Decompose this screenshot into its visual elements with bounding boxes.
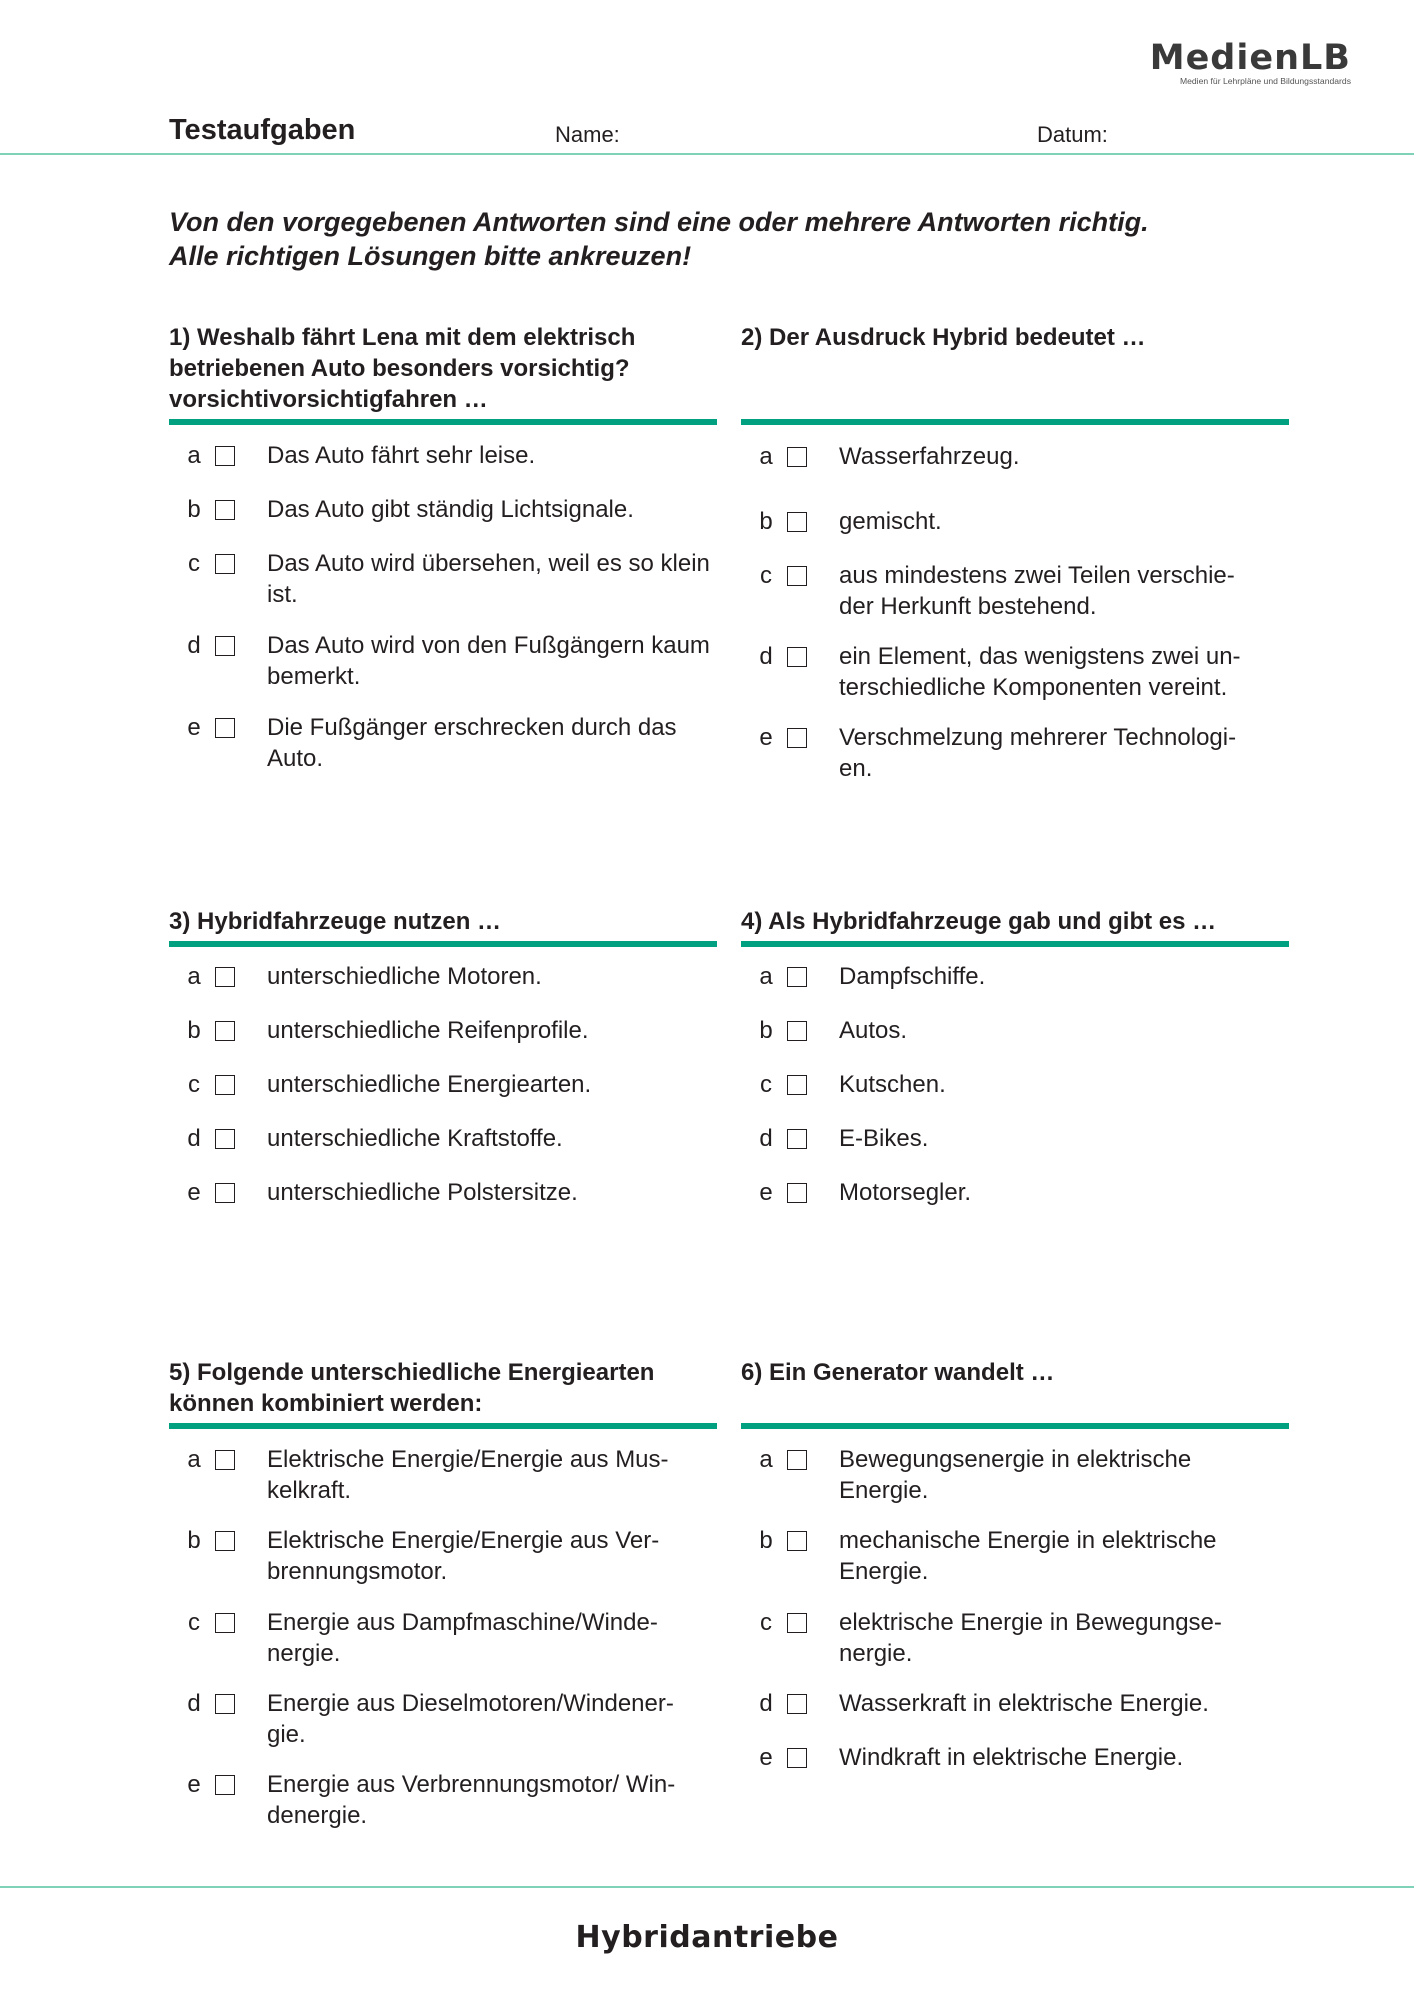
footer-title: Hybridantriebe (575, 1920, 839, 1955)
option-text: Dampfschiffe. (839, 963, 986, 990)
question-2 (741, 322, 1289, 792)
option-text: Energie aus Dieselmotoren/Windener- gie. (267, 1690, 674, 1748)
answer-option-b[interactable] (741, 1525, 1289, 1595)
option-text: mechanische Energie in elektrische Energie. (839, 1527, 1217, 1585)
checkbox[interactable] (215, 1694, 235, 1714)
checkbox[interactable] (787, 1748, 807, 1768)
option-text: Das Auto wird von den Fußgängern kaum bemerkt. (267, 632, 710, 690)
option-letter: a (759, 443, 773, 470)
checkbox[interactable] (787, 1613, 807, 1633)
option-letter: e (187, 1179, 201, 1206)
answer-option-b[interactable] (169, 1525, 717, 1595)
answer-option-d[interactable] (741, 641, 1289, 711)
option-text: Das Auto gibt ständig Lichtsignale. (267, 496, 634, 523)
option-text: unterschiedliche Reifenprofile. (267, 1017, 589, 1044)
option-letter: c (188, 550, 200, 577)
medienlb-logo (1146, 40, 1351, 86)
option-letter: b (187, 1017, 201, 1044)
header-divider (0, 153, 1414, 155)
option-letter: b (187, 1527, 201, 1554)
checkbox[interactable] (787, 566, 807, 586)
answer-option-a[interactable] (741, 1444, 1289, 1514)
question-title: 5) Folgende unterschiedliche Energiearten können kombiniert werden: (169, 1359, 655, 1417)
option-text: Motorsegler. (839, 1179, 972, 1206)
checkbox[interactable] (215, 636, 235, 656)
checkbox[interactable] (215, 1075, 235, 1095)
checkbox[interactable] (787, 1021, 807, 1041)
option-text: gemischt. (839, 508, 942, 535)
checkbox[interactable] (787, 1183, 807, 1203)
option-text: Windkraft in elektrische Energie. (839, 1744, 1184, 1771)
instruction-text (169, 205, 1289, 273)
answer-option-c[interactable] (169, 548, 717, 618)
question-rule (741, 419, 1289, 425)
option-letter: a (187, 1446, 201, 1473)
option-letter: e (187, 1771, 201, 1798)
option-text: Die Fußgänger erschrecken durch das Auto. (267, 714, 677, 772)
option-text: Elektrische Energie/Energie aus Mus- kelkraft. (267, 1446, 669, 1504)
option-letter: e (187, 714, 201, 741)
checkbox[interactable] (215, 500, 235, 520)
option-letter: d (759, 643, 773, 670)
option-letter: a (187, 442, 201, 469)
question-title: 6) Ein Generator wandelt … (741, 1359, 1055, 1386)
option-letter: a (187, 963, 201, 990)
question-rule (741, 941, 1289, 947)
option-text: Wasserkraft in elektrische Energie. (839, 1690, 1209, 1717)
question-rule (741, 1423, 1289, 1429)
option-text: Autos. (839, 1017, 908, 1044)
checkbox[interactable] (787, 728, 807, 748)
option-letter: b (759, 508, 773, 535)
question-4 (741, 906, 1289, 1226)
option-letter: c (760, 562, 772, 589)
checkbox[interactable] (787, 647, 807, 667)
option-letter: c (760, 1609, 772, 1636)
answer-option-e[interactable] (169, 1769, 717, 1839)
instruction-line: Von den vorgegebenen Antworten sind eine oder mehrere Antworten richtig. Alle richtigen Lösungen bitte ankreuzen! (169, 207, 1149, 271)
option-text: Wasserfahrzeug. (839, 443, 1020, 470)
question-title: 1) Weshalb fährt Lena mit dem elektrisch betriebenen Auto besonders vorsichtig? vorsichtivorsichtigfahren … (169, 324, 636, 413)
checkbox[interactable] (787, 1694, 807, 1714)
option-text: aus mindestens zwei Teilen verschie- der Herkunft bestehend. (839, 562, 1235, 620)
option-letter: c (760, 1071, 772, 1098)
option-letter: c (188, 1071, 200, 1098)
checkbox[interactable] (215, 1129, 235, 1149)
answer-option-e[interactable] (741, 722, 1289, 792)
option-text: Das Auto wird übersehen, weil es so klein ist. (267, 550, 710, 608)
answer-option-d[interactable] (169, 630, 717, 700)
answer-option-e[interactable] (741, 1177, 1289, 1247)
checkbox[interactable] (215, 554, 235, 574)
checkbox[interactable] (787, 1450, 807, 1470)
option-letter: b (759, 1527, 773, 1554)
option-letter: e (759, 724, 773, 751)
logo-name: MedienLB (1149, 38, 1351, 78)
answer-option-c[interactable] (741, 1607, 1289, 1677)
option-text: Elektrische Energie/Energie aus Ver- brennungsmotor. (267, 1527, 660, 1585)
question-3 (169, 906, 717, 1226)
answer-option-c[interactable] (741, 560, 1289, 630)
option-letter: c (188, 1609, 200, 1636)
checkbox[interactable] (215, 967, 235, 987)
checkbox[interactable] (215, 1775, 235, 1795)
option-letter: a (759, 963, 773, 990)
checkbox[interactable] (787, 1129, 807, 1149)
option-letter: b (759, 1017, 773, 1044)
checkbox[interactable] (215, 446, 235, 466)
question-rule (169, 1423, 717, 1429)
option-letter: d (759, 1690, 773, 1717)
checkbox[interactable] (215, 1183, 235, 1203)
checkbox[interactable] (787, 447, 807, 467)
answer-option-a[interactable] (169, 1444, 717, 1514)
option-text: E-Bikes. (839, 1125, 929, 1152)
checkbox[interactable] (215, 718, 235, 738)
logo-tagline: Medien für Lehrpläne und Bildungsstandards (1179, 76, 1351, 86)
checkbox[interactable] (215, 1021, 235, 1041)
date-label: Datum: (1037, 122, 1108, 147)
option-letter: d (187, 632, 201, 659)
answer-option-e[interactable] (741, 1742, 1289, 1812)
option-letter: d (187, 1125, 201, 1152)
option-text: unterschiedliche Polstersitze. (267, 1179, 578, 1206)
option-letter: a (759, 1446, 773, 1473)
answer-option-e[interactable] (169, 712, 717, 782)
checkbox[interactable] (215, 1531, 235, 1551)
answer-option-c[interactable] (169, 1607, 717, 1677)
option-text: unterschiedliche Motoren. (267, 963, 542, 990)
answer-option-d[interactable] (169, 1688, 717, 1758)
question-6 (741, 1357, 1289, 1777)
checkbox[interactable] (215, 1450, 235, 1470)
document-title: Testaufgaben (169, 114, 356, 146)
option-letter: b (187, 496, 201, 523)
option-text: Das Auto fährt sehr leise. (267, 442, 536, 469)
option-letter: d (187, 1690, 201, 1717)
option-letter: e (759, 1744, 773, 1771)
checkbox[interactable] (787, 512, 807, 532)
name-label: Name: (555, 122, 620, 147)
option-letter: e (759, 1179, 773, 1206)
question-5 (169, 1357, 717, 1837)
option-text: unterschiedliche Energiearten. (267, 1071, 592, 1098)
checkbox[interactable] (787, 1075, 807, 1095)
option-text: ein Element, das wenigstens zwei un- terschiedliche Komponenten vereint. (839, 643, 1241, 701)
question-1 (169, 322, 717, 782)
footer-divider (0, 1886, 1414, 1888)
option-text: Kutschen. (839, 1071, 946, 1098)
question-rule (169, 941, 717, 947)
checkbox[interactable] (787, 1531, 807, 1551)
answer-option-a[interactable] (741, 441, 1289, 511)
option-text: Verschmelzung mehrerer Technologi- en. (839, 724, 1237, 782)
checkbox[interactable] (787, 967, 807, 987)
question-title: 3) Hybridfahrzeuge nutzen … (169, 908, 502, 935)
option-text: elektrische Energie in Bewegungse- nergie. (839, 1609, 1222, 1667)
answer-option-e[interactable] (169, 1177, 717, 1247)
question-title: 4) Als Hybridfahrzeuge gab und gibt es … (741, 908, 1217, 935)
question-rule (169, 419, 717, 425)
option-text: Energie aus Dampfmaschine/Winde- nergie. (267, 1609, 658, 1667)
checkbox[interactable] (215, 1613, 235, 1633)
option-text: unterschiedliche Kraftstoffe. (267, 1125, 563, 1152)
option-text: Energie aus Verbrennungsmotor/ Win- denergie. (267, 1771, 676, 1829)
question-title: 2) Der Ausdruck Hybrid bedeutet … (741, 324, 1146, 351)
option-text: Bewegungsenergie in elektrische Energie. (839, 1446, 1192, 1504)
option-letter: d (759, 1125, 773, 1152)
